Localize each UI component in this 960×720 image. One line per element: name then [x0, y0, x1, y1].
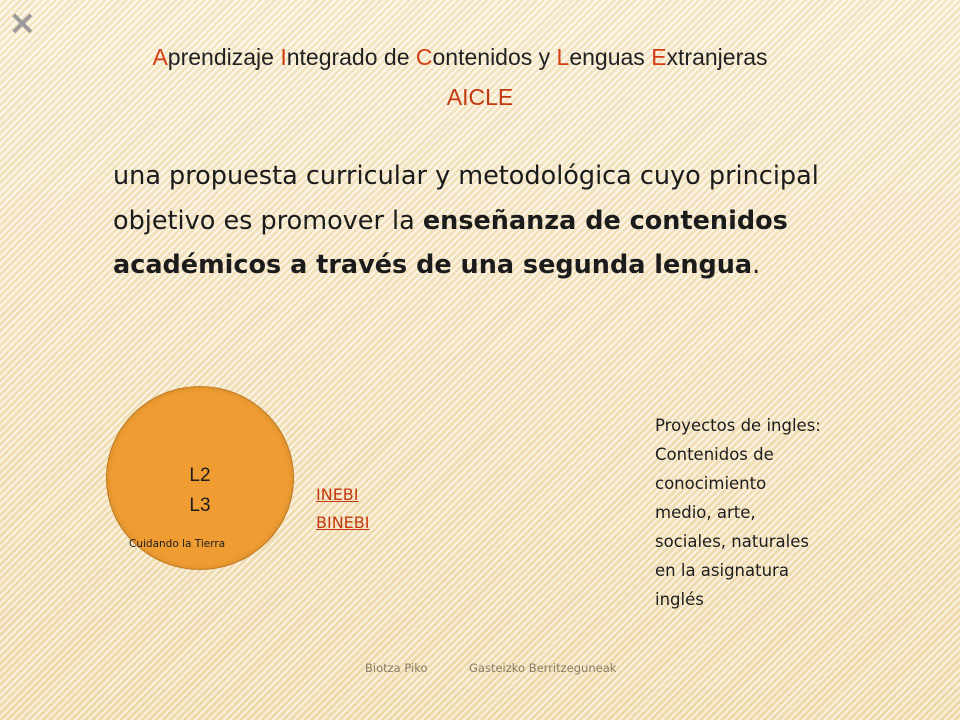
title-acronym: AICLE	[446, 84, 514, 110]
slide-title	[0, 44, 920, 71]
title-segment: Lenguas	[556, 44, 652, 70]
language-circle	[106, 386, 294, 570]
footer-organization: Gasteizko Berritzeguneak	[469, 661, 617, 675]
body-paragraph: una propuesta curricular y metodológica cuyo principal objetivo es promover la enseñanza de contenidos académicos a través de una segunda lengua.	[113, 161, 819, 280]
circle-label-l2: L2	[189, 465, 211, 486]
footer-author: Biotza Piko	[365, 661, 428, 675]
link-inebi[interactable]: INEBI	[316, 485, 359, 504]
title-segment: Extranjeras	[651, 44, 768, 70]
title-segment: Aprendizaje	[152, 44, 281, 70]
close-icon: ×	[8, 3, 37, 43]
title-segment: Integrado de	[280, 44, 416, 70]
side-note: Proyectos de ingles: Contenidos de conocimiento medio, arte, sociales, naturales en la asignatura inglés	[655, 416, 821, 609]
body-emphasis: enseñanza de contenidos académicos a través de una segunda lengua	[113, 205, 788, 280]
circle-caption: Cuidando la Tierra	[129, 538, 226, 550]
link-binebi[interactable]: BINEBI	[316, 513, 370, 532]
title-segment: Contenidos y	[415, 44, 557, 70]
circle-label-l3: L3	[189, 495, 211, 516]
